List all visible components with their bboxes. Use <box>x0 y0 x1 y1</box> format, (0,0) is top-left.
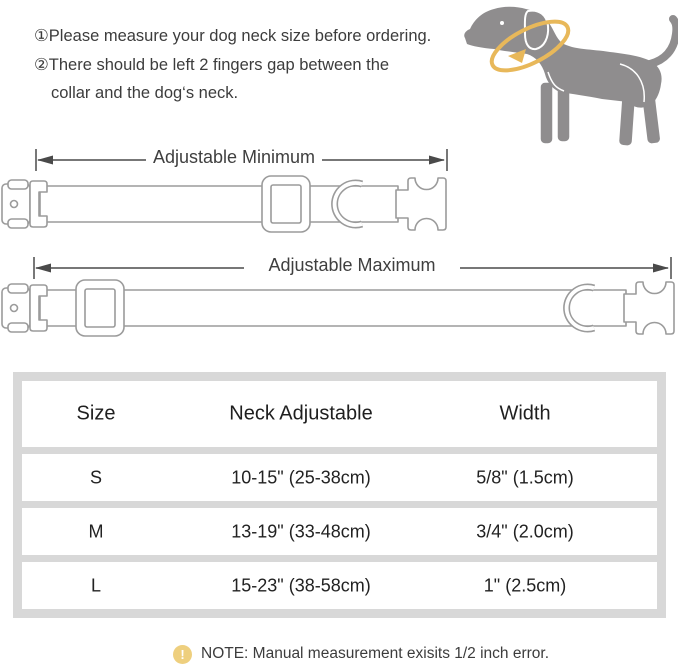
dog-silhouette <box>464 7 676 147</box>
size-table-header <box>22 381 657 447</box>
slider-icon <box>76 280 124 336</box>
slider-icon <box>262 176 310 232</box>
clasp-icon <box>624 282 674 334</box>
instruction-line-2: ②There should be left 2 fingers gap between the <box>34 55 390 74</box>
cell-size: S <box>89 467 103 487</box>
size-table <box>13 372 666 618</box>
table-row-m <box>22 508 657 555</box>
cell-neck: 15-23" (38-58cm) <box>231 575 371 595</box>
clasp-icon <box>396 178 446 230</box>
adjustable-minimum-label: Adjustable Minimum <box>152 147 316 167</box>
note-text: NOTE: Manual measurement exisits 1/2 inch error. <box>201 645 550 662</box>
table-row-l <box>22 562 657 609</box>
header-size: Size <box>76 402 116 425</box>
cell-neck: 10-15" (25-38cm) <box>231 467 371 487</box>
cell-width: 1" (2.5cm) <box>483 575 567 595</box>
header-width: Width <box>499 402 551 425</box>
collar-strap <box>40 186 398 222</box>
instruction-line-1: ①Please measure your dog neck size before ordering. <box>34 27 432 45</box>
cell-width: 5/8" (1.5cm) <box>476 467 574 487</box>
cell-size: M <box>88 521 104 541</box>
collar-minimum-diagram <box>0 168 460 243</box>
cell-width: 3/4" (2.0cm) <box>476 521 574 541</box>
header-neck-adjustable: Neck Adjustable <box>229 402 373 425</box>
table-row-s <box>22 454 657 501</box>
measuring-instructions <box>34 22 431 108</box>
warning-icon: ! <box>173 645 192 664</box>
collar-strap <box>40 290 626 326</box>
instruction-line-3: collar and the dog‘s neck. <box>51 84 239 102</box>
collar-maximum-diagram <box>0 270 679 348</box>
dog-illustration <box>452 2 678 152</box>
cell-size: L <box>90 575 102 595</box>
adjustable-maximum-label: Adjustable Maximum <box>268 255 436 275</box>
cell-neck: 13-19" (33-48cm) <box>231 521 371 541</box>
